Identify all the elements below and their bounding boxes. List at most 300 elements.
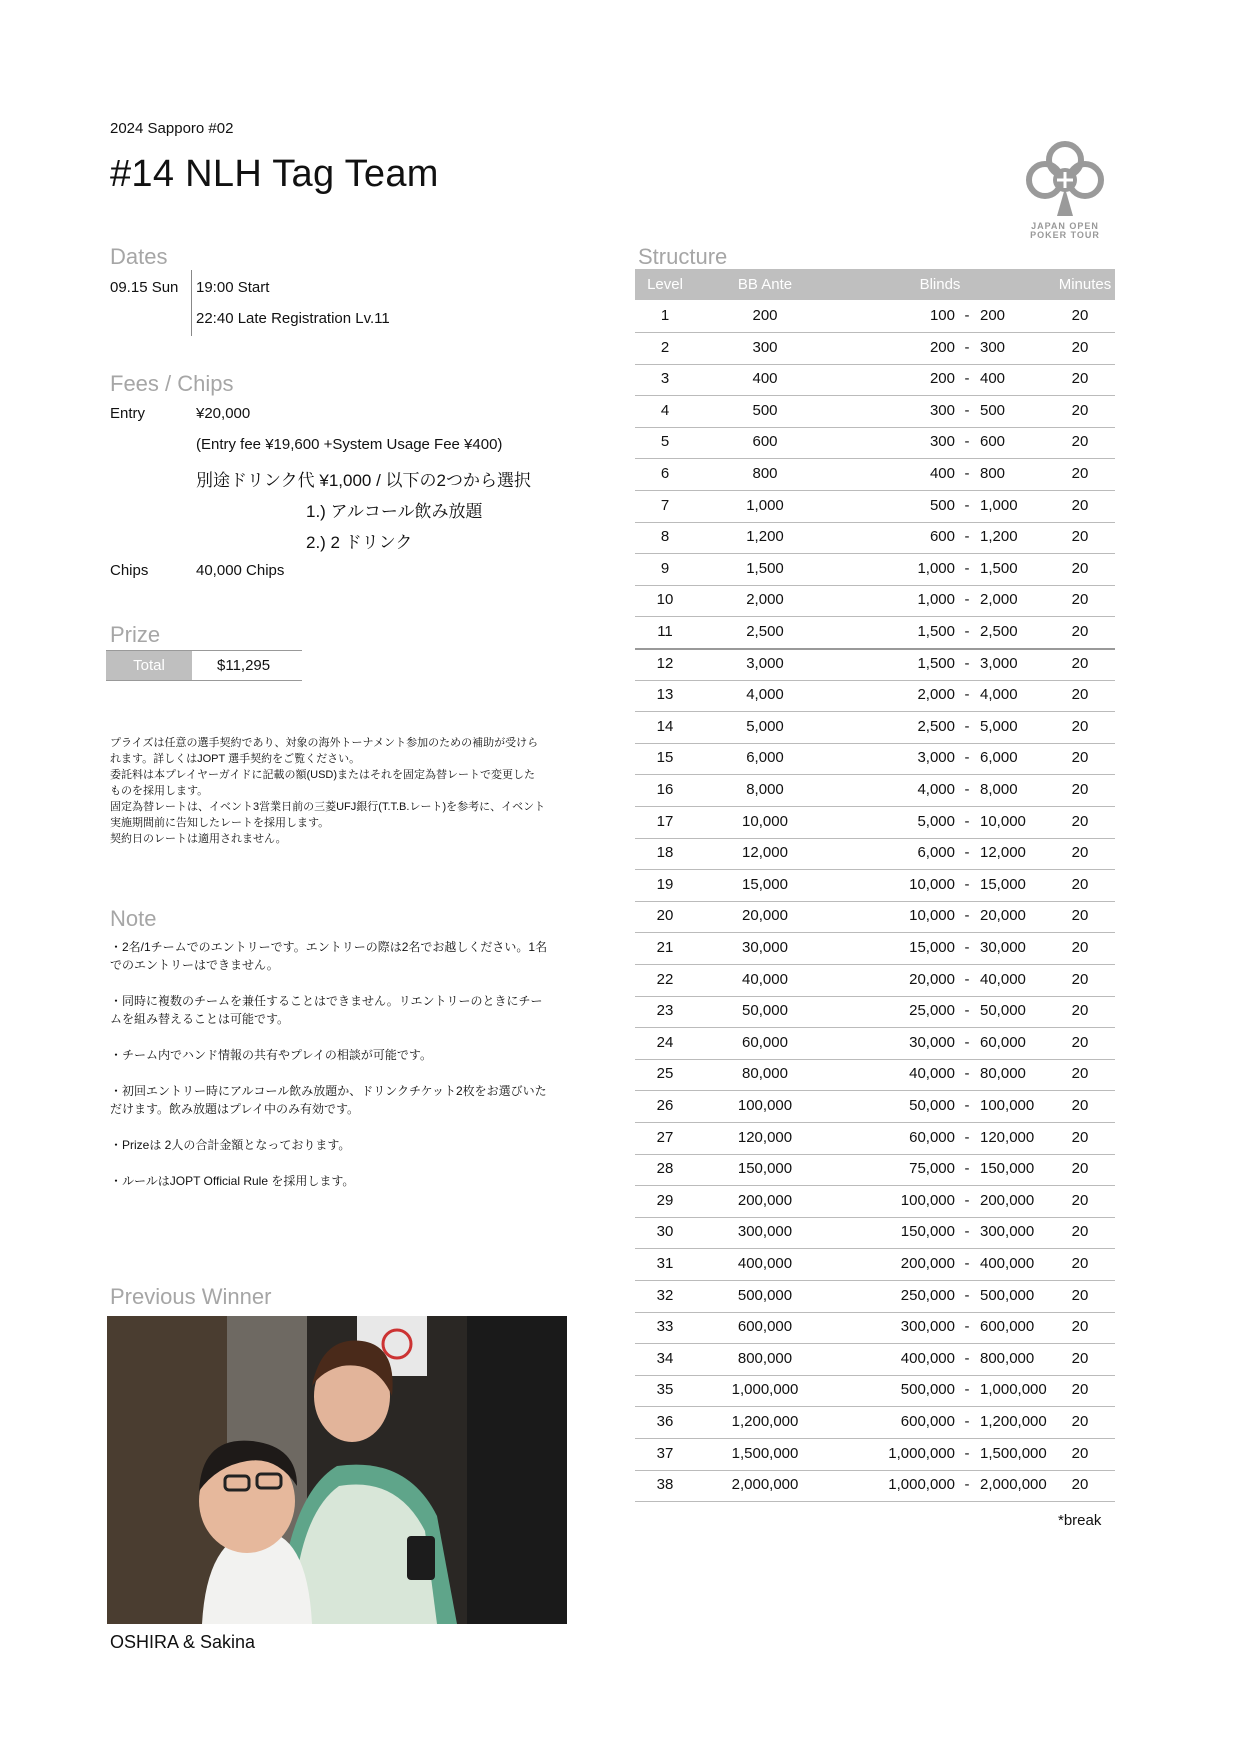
- bb-ante-cell: 1,000,000: [731, 1381, 799, 1399]
- level-cell: 20: [656, 907, 674, 925]
- structure-row: [635, 1470, 1115, 1502]
- logo-text-line2: POKER TOUR: [1030, 230, 1100, 240]
- bb-ante-cell: 400: [752, 370, 778, 388]
- prize-heading: Prize: [110, 622, 161, 647]
- minutes-cell: 20: [1071, 401, 1089, 419]
- minutes-cell: 20: [1071, 1160, 1089, 1178]
- small-blind-cell: 600: [929, 528, 955, 546]
- big-blind-cell: 1,000: [980, 496, 1018, 514]
- level-cell: 35: [656, 1381, 674, 1399]
- level-cell: 32: [656, 1286, 674, 1304]
- minutes-cell: 20: [1071, 749, 1089, 767]
- minutes-cell: 20: [1071, 1191, 1089, 1209]
- structure-row: [635, 333, 1115, 365]
- blinds-separator: -: [964, 1160, 970, 1178]
- structure-row: [635, 1375, 1115, 1407]
- minutes-cell: 20: [1071, 654, 1089, 672]
- blinds-separator: -: [964, 465, 970, 482]
- big-blind-cell: 2,500: [980, 623, 1018, 640]
- drink-fee-line: 別途ドリンク代 ¥1,000 / 以下の2つから選択: [196, 471, 532, 490]
- drink-option-2: 2.) 2 ドリンク: [306, 533, 413, 552]
- level-cell: 23: [656, 1002, 674, 1020]
- minutes-cell: 20: [1071, 1065, 1089, 1083]
- bb-ante-cell: 8,000: [746, 781, 784, 798]
- note-line: ・ルールはJOPT Official Rule を採用します。: [110, 1174, 355, 1188]
- level-cell: 14: [656, 717, 674, 735]
- small-blind-cell: 2,500: [917, 717, 955, 735]
- col-minutes: Minutes: [1058, 276, 1112, 293]
- prize-note-line: 固定為替レートは、イベント3営業日前の三菱UFJ銀行(T.T.B.レート)を参考に、イベント: [110, 801, 546, 813]
- note-line: ・チーム内でハンド情報の共有やプレイの相談が可能です。: [110, 1048, 432, 1062]
- minutes-cell: 20: [1071, 970, 1089, 988]
- big-blind-cell: 400: [980, 370, 1006, 388]
- blinds-separator: -: [964, 1255, 970, 1272]
- minutes-cell: 20: [1071, 939, 1089, 956]
- structure-row: [635, 1154, 1115, 1186]
- small-blind-cell: 600,000: [900, 1413, 955, 1430]
- small-blind-cell: 500,000: [900, 1381, 955, 1399]
- blinds-separator: -: [964, 781, 970, 798]
- logo-text-line1: JAPAN OPEN: [1031, 221, 1099, 231]
- blinds-separator: -: [964, 496, 970, 514]
- structure-row: [635, 396, 1115, 428]
- blinds-separator: -: [964, 559, 970, 577]
- small-blind-cell: 150,000: [900, 1223, 955, 1241]
- minutes-cell: 20: [1071, 370, 1089, 388]
- structure-row: [635, 996, 1115, 1028]
- drink-option-1: 1.) アルコール飲み放題: [306, 502, 483, 521]
- big-blind-cell: 1,500: [980, 559, 1018, 577]
- structure-row: [635, 1091, 1115, 1123]
- note-line: [110, 1154, 590, 1172]
- bb-ante-cell: 4,000: [746, 686, 784, 704]
- small-blind-cell: 200: [929, 338, 955, 356]
- winner-names: OSHIRA & Sakina: [110, 1632, 256, 1652]
- structure-row: [635, 1186, 1115, 1218]
- level-cell: 11: [657, 623, 673, 640]
- bb-ante-cell: 12,000: [742, 844, 788, 862]
- bb-ante-cell: 10,000: [742, 812, 788, 830]
- bb-ante-cell: 400,000: [737, 1255, 793, 1272]
- minutes-cell: 20: [1071, 781, 1089, 798]
- structure-row: [635, 1059, 1115, 1091]
- prize-total-value: $11,295: [217, 657, 271, 674]
- structure-row: [635, 585, 1115, 617]
- level-cell: 28: [656, 1160, 674, 1178]
- entry-value: ¥20,000: [196, 405, 251, 422]
- note-line: ・Prizeは 2人の合計金額となっております。: [110, 1138, 351, 1152]
- structure-row: [635, 680, 1115, 712]
- bb-ante-cell: 1,500,000: [731, 1444, 799, 1462]
- bb-ante-cell: 1,500: [746, 559, 784, 577]
- minutes-cell: 20: [1071, 1033, 1089, 1051]
- blinds-separator: -: [964, 370, 970, 388]
- dates-heading: Dates: [110, 244, 168, 269]
- level-cell: 6: [660, 465, 670, 482]
- note-line: ・初回エントリー時にアルコール飲み放題か、ドリンクチケット2枚をお選びいた: [110, 1084, 547, 1098]
- small-blind-cell: 400,000: [900, 1349, 955, 1367]
- minutes-cell: 20: [1071, 1476, 1089, 1494]
- minutes-cell: 20: [1071, 307, 1089, 324]
- minutes-cell: 20: [1071, 1349, 1089, 1367]
- bb-ante-cell: 2,000: [746, 591, 784, 609]
- level-cell: 9: [660, 559, 670, 577]
- structure-row: [635, 301, 1115, 333]
- level-cell: 37: [656, 1444, 674, 1462]
- late-registration: 22:40 Late Registration Lv.11: [196, 310, 390, 327]
- structure-row: [635, 743, 1115, 775]
- structure-row: [635, 1028, 1115, 1060]
- structure-row: [635, 617, 1115, 650]
- big-blind-cell: 8,000: [980, 781, 1018, 798]
- big-blind-cell: 15,000: [980, 875, 1026, 893]
- structure-row: [635, 1217, 1115, 1249]
- small-blind-cell: 1,500: [917, 623, 955, 640]
- minutes-cell: 20: [1071, 907, 1089, 925]
- prize-bottom-line: [106, 680, 302, 681]
- bb-ante-cell: 40,000: [742, 970, 788, 988]
- blinds-separator: -: [964, 1223, 970, 1241]
- level-cell: 12: [656, 654, 674, 672]
- big-blind-cell: 800: [980, 465, 1006, 482]
- level-cell: 31: [656, 1255, 674, 1272]
- structure-row: [635, 649, 1115, 681]
- structure-row: [635, 838, 1115, 870]
- blinds-separator: -: [964, 433, 970, 451]
- clover-icon: [1023, 138, 1107, 222]
- bb-ante-cell: 2,000,000: [731, 1476, 799, 1494]
- chips-value: 40,000 Chips: [196, 562, 285, 579]
- big-blind-cell: 1,000,000: [980, 1381, 1047, 1399]
- structure-row: [635, 933, 1115, 965]
- note-heading: Note: [110, 906, 157, 931]
- dates-divider: [191, 270, 192, 336]
- level-cell: 1: [660, 307, 670, 324]
- note-line: でのエントリーはできません。: [110, 958, 279, 972]
- blinds-separator: -: [964, 1128, 970, 1146]
- level-cell: 16: [656, 781, 674, 798]
- small-blind-cell: 1,000: [917, 559, 955, 577]
- minutes-cell: 20: [1071, 1097, 1089, 1114]
- bb-ante-cell: 600,000: [737, 1318, 793, 1336]
- level-cell: 26: [656, 1097, 674, 1114]
- bb-ante-cell: 1,200,000: [731, 1413, 799, 1430]
- minutes-cell: 20: [1071, 1286, 1089, 1304]
- note-line: だけます。飲み放題はプレイ中のみ有効です。: [110, 1102, 360, 1116]
- bb-ante-cell: 20,000: [742, 907, 788, 925]
- blinds-separator: -: [964, 401, 970, 419]
- structure-row: [635, 459, 1115, 491]
- level-cell: 34: [656, 1349, 674, 1367]
- big-blind-cell: 50,000: [980, 1002, 1026, 1020]
- bb-ante-cell: 800,000: [737, 1349, 793, 1367]
- bb-ante-cell: 80,000: [742, 1065, 788, 1083]
- blinds-separator: -: [964, 686, 970, 704]
- note-line: [110, 974, 590, 992]
- minutes-cell: 20: [1071, 623, 1089, 640]
- structure-row: [635, 901, 1115, 933]
- big-blind-cell: 300: [980, 338, 1006, 356]
- entry-label: Entry: [110, 405, 146, 422]
- level-cell: 13: [656, 686, 674, 704]
- blinds-separator: -: [964, 1033, 970, 1051]
- start-time: 19:00 Start: [196, 279, 270, 296]
- small-blind-cell: 250,000: [900, 1286, 955, 1304]
- small-blind-cell: 4,000: [917, 781, 955, 798]
- blinds-separator: -: [964, 1444, 970, 1462]
- big-blind-cell: 3,000: [980, 654, 1018, 672]
- minutes-cell: 20: [1071, 717, 1089, 735]
- note-line: [110, 1118, 590, 1136]
- structure-row: [635, 870, 1115, 902]
- level-cell: 7: [660, 496, 670, 514]
- small-blind-cell: 300: [929, 401, 955, 419]
- prize-top-line: [106, 650, 302, 651]
- prize-note-line: ものを採用します。: [110, 785, 209, 797]
- blinds-separator: -: [964, 1476, 970, 1494]
- big-blind-cell: 4,000: [980, 686, 1018, 704]
- bb-ante-cell: 120,000: [737, 1128, 793, 1146]
- bb-ante-cell: 6,000: [746, 749, 784, 767]
- big-blind-cell: 500,000: [980, 1286, 1035, 1304]
- col-bb-ante: BB Ante: [737, 276, 793, 293]
- big-blind-cell: 2,000: [980, 591, 1018, 609]
- small-blind-cell: 300,000: [900, 1318, 955, 1336]
- blinds-separator: -: [964, 338, 970, 356]
- winner-heading: Previous Winner: [110, 1284, 272, 1309]
- minutes-cell: 20: [1071, 496, 1089, 514]
- note-line: [110, 1064, 590, 1082]
- blinds-separator: -: [964, 907, 970, 925]
- event-day: 09.15 Sun: [110, 279, 179, 296]
- bb-ante-cell: 3,000: [746, 654, 784, 672]
- structure-row: [635, 1249, 1115, 1281]
- small-blind-cell: 50,000: [909, 1097, 955, 1114]
- level-cell: 25: [656, 1065, 674, 1083]
- blinds-separator: -: [964, 528, 970, 546]
- level-cell: 4: [660, 401, 670, 419]
- structure-row: [635, 807, 1115, 839]
- level-cell: 33: [656, 1318, 674, 1336]
- event-subtitle: 2024 Sapporo #02: [110, 120, 234, 137]
- minutes-cell: 20: [1071, 528, 1089, 546]
- prize-note-line: 委託料は本プレイヤーガイドに記載の額(USD)またはそれを固定為替レートで変更した: [110, 769, 536, 781]
- big-blind-cell: 30,000: [980, 939, 1026, 956]
- bb-ante-cell: 600: [752, 433, 778, 451]
- bb-ante-cell: 1,000: [746, 496, 784, 514]
- blinds-separator: -: [964, 844, 970, 862]
- minutes-cell: 20: [1071, 1128, 1089, 1146]
- blinds-separator: -: [964, 749, 970, 767]
- big-blind-cell: 150,000: [980, 1160, 1035, 1178]
- bb-ante-cell: 200: [752, 307, 778, 324]
- minutes-cell: 20: [1071, 812, 1089, 830]
- big-blind-cell: 2,000,000: [980, 1476, 1047, 1494]
- minutes-cell: 20: [1071, 465, 1089, 482]
- note-line: ・同時に複数のチームを兼任することはできません。リエントリーのときにチー: [110, 994, 543, 1008]
- col-level: Level: [647, 276, 683, 293]
- note-body: [110, 938, 590, 1190]
- small-blind-cell: 40,000: [909, 1065, 955, 1083]
- big-blind-cell: 800,000: [980, 1349, 1035, 1367]
- blinds-separator: -: [964, 1002, 970, 1020]
- prize-notes: [110, 735, 580, 847]
- big-blind-cell: 1,200: [980, 528, 1018, 546]
- minutes-cell: 20: [1071, 433, 1089, 451]
- blinds-separator: -: [964, 717, 970, 735]
- blinds-separator: -: [964, 970, 970, 988]
- blinds-separator: -: [964, 1065, 970, 1083]
- small-blind-cell: 25,000: [909, 1002, 955, 1020]
- level-cell: 21: [656, 939, 674, 956]
- level-cell: 38: [656, 1476, 674, 1494]
- structure-row: [635, 364, 1115, 396]
- big-blind-cell: 1,500,000: [980, 1444, 1047, 1462]
- bb-ante-cell: 1,200: [746, 528, 784, 546]
- minutes-cell: 20: [1071, 1255, 1089, 1272]
- blinds-separator: -: [964, 1191, 970, 1209]
- prize-note-line: 実施期間前に告知したレートを採用します。: [110, 817, 330, 829]
- big-blind-cell: 300,000: [980, 1223, 1035, 1241]
- minutes-cell: 20: [1071, 686, 1089, 704]
- structure-row: [635, 427, 1115, 459]
- level-cell: 2: [660, 338, 670, 356]
- big-blind-cell: 600: [980, 433, 1006, 451]
- small-blind-cell: 10,000: [909, 907, 955, 925]
- small-blind-cell: 2,000: [917, 686, 955, 704]
- structure-heading: Structure: [638, 244, 728, 269]
- blinds-separator: -: [964, 812, 970, 830]
- jopt-logo: [1015, 138, 1115, 240]
- small-blind-cell: 100: [929, 307, 955, 324]
- level-cell: 19: [656, 875, 674, 893]
- small-blind-cell: 75,000: [909, 1160, 955, 1178]
- blinds-separator: -: [964, 1413, 970, 1430]
- blinds-separator: -: [964, 1097, 970, 1114]
- big-blind-cell: 200,000: [980, 1191, 1035, 1209]
- small-blind-cell: 60,000: [909, 1128, 955, 1146]
- note-line: [110, 1028, 590, 1046]
- small-blind-cell: 200,000: [900, 1255, 955, 1272]
- structure-row: [635, 554, 1115, 586]
- structure-row: [635, 1344, 1115, 1376]
- level-cell: 18: [656, 844, 674, 862]
- bb-ante-cell: 500,000: [737, 1286, 793, 1304]
- minutes-cell: 20: [1071, 1381, 1089, 1399]
- minutes-cell: 20: [1071, 591, 1089, 609]
- prize-total-cell: [106, 650, 192, 680]
- blinds-separator: -: [964, 654, 970, 672]
- big-blind-cell: 400,000: [980, 1255, 1035, 1272]
- level-cell: 17: [656, 812, 674, 830]
- blinds-separator: -: [964, 1286, 970, 1304]
- bb-ante-cell: 15,000: [742, 875, 788, 893]
- level-cell: 36: [656, 1413, 674, 1430]
- level-cell: 10: [656, 591, 674, 609]
- bb-ante-cell: 50,000: [742, 1002, 788, 1020]
- bb-ante-cell: 800: [752, 465, 778, 482]
- fees-heading: Fees / Chips: [110, 371, 234, 396]
- bb-ante-cell: 60,000: [742, 1033, 788, 1051]
- small-blind-cell: 6,000: [917, 844, 955, 862]
- level-cell: 8: [660, 528, 670, 546]
- structure-row: [635, 775, 1115, 807]
- big-blind-cell: 80,000: [980, 1065, 1026, 1083]
- blinds-separator: -: [964, 875, 970, 893]
- structure-row: [635, 1407, 1115, 1439]
- note-line: ムを組み替えることは可能です。: [110, 1012, 290, 1026]
- big-blind-cell: 40,000: [980, 970, 1026, 988]
- col-blinds: Blinds: [919, 276, 961, 293]
- structure-row: [635, 522, 1115, 554]
- structure-row: [635, 1281, 1115, 1313]
- prize-note-line: 契約日のレートは適用されません。: [110, 833, 287, 845]
- big-blind-cell: 20,000: [980, 907, 1026, 925]
- small-blind-cell: 1,000,000: [888, 1444, 955, 1462]
- big-blind-cell: 60,000: [980, 1033, 1026, 1051]
- blinds-separator: -: [964, 1349, 970, 1367]
- entry-breakdown: (Entry fee ¥19,600 +System Usage Fee ¥400): [196, 436, 503, 453]
- blinds-separator: -: [964, 939, 970, 956]
- small-blind-cell: 10,000: [909, 875, 955, 893]
- bb-ante-cell: 500: [752, 401, 778, 419]
- blinds-separator: -: [964, 623, 970, 640]
- big-blind-cell: 12,000: [980, 844, 1026, 862]
- structure-row: [635, 965, 1115, 997]
- small-blind-cell: 200: [929, 370, 955, 388]
- big-blind-cell: 500: [980, 401, 1006, 419]
- bb-ante-cell: 300,000: [737, 1223, 793, 1241]
- small-blind-cell: 20,000: [909, 970, 955, 988]
- small-blind-cell: 100,000: [900, 1191, 955, 1209]
- note-line: ・2名/1チームでのエントリーです。エントリーの際は2名でお越しください。1名: [110, 940, 548, 954]
- small-blind-cell: 15,000: [909, 939, 955, 956]
- bb-ante-cell: 30,000: [742, 939, 788, 956]
- small-blind-cell: 1,500: [917, 654, 955, 672]
- bb-ante-cell: 100,000: [737, 1097, 793, 1114]
- minutes-cell: 20: [1071, 875, 1089, 893]
- winner-photo: [107, 1316, 567, 1624]
- level-cell: 22: [656, 970, 674, 988]
- level-cell: 24: [656, 1033, 674, 1051]
- break-footnote: *break: [1058, 1511, 1102, 1529]
- minutes-cell: 20: [1071, 844, 1089, 862]
- big-blind-cell: 120,000: [980, 1128, 1035, 1146]
- big-blind-cell: 1,200,000: [980, 1413, 1047, 1430]
- minutes-cell: 20: [1071, 1413, 1089, 1430]
- structure-row: [635, 1123, 1115, 1155]
- big-blind-cell: 200: [980, 307, 1006, 324]
- minutes-cell: 20: [1071, 559, 1089, 577]
- level-cell: 27: [656, 1128, 674, 1146]
- level-cell: 30: [656, 1223, 674, 1241]
- small-blind-cell: 1,000,000: [888, 1476, 955, 1494]
- minutes-cell: 20: [1071, 1002, 1089, 1020]
- level-cell: 15: [656, 749, 674, 767]
- minutes-cell: 20: [1071, 1223, 1089, 1241]
- small-blind-cell: 3,000: [917, 749, 955, 767]
- small-blind-cell: 30,000: [909, 1033, 955, 1051]
- blinds-separator: -: [964, 591, 970, 609]
- bb-ante-cell: 200,000: [737, 1191, 793, 1209]
- level-cell: 29: [656, 1191, 674, 1209]
- small-blind-cell: 400: [929, 465, 955, 482]
- bb-ante-cell: 5,000: [746, 717, 784, 735]
- minutes-cell: 20: [1071, 1318, 1089, 1336]
- structure-table-header: [635, 269, 1115, 300]
- level-cell: 5: [660, 433, 670, 451]
- blinds-separator: -: [964, 307, 970, 324]
